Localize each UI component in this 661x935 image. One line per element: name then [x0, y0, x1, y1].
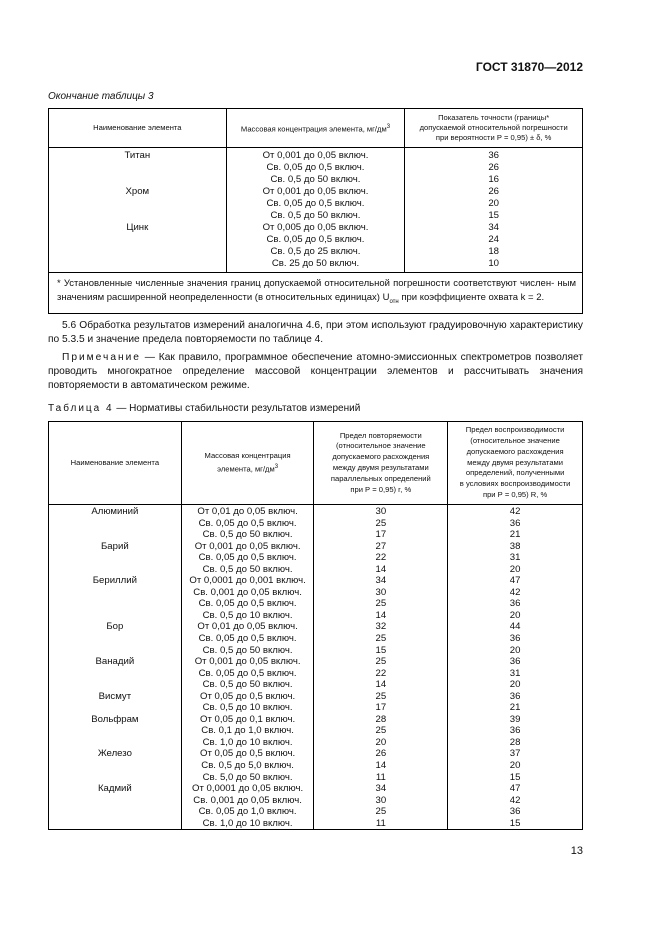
- table3-cell: 26: [488, 186, 499, 198]
- table4-cell: 22: [375, 667, 387, 679]
- table3-header-element: Наименование элемента: [49, 109, 227, 148]
- table4-cell: 36: [509, 633, 521, 645]
- table4-cell: [49, 795, 181, 807]
- table3-cell: Св. 25 до 50 включ.: [271, 258, 360, 270]
- table4-cell: [49, 806, 181, 818]
- table3-element-col: [49, 148, 227, 273]
- table4-cell: 14: [375, 609, 387, 621]
- table4-cell: Св. 0,05 до 0,5 включ.: [198, 598, 297, 610]
- table4-cell: 47: [509, 783, 521, 795]
- table4-cell: Св. 1,0 до 10 включ.: [202, 817, 293, 829]
- table4-cell: 25: [375, 517, 387, 529]
- table4-cell: 42: [509, 794, 521, 806]
- table3-cell: [49, 246, 226, 258]
- table4-cell: 30: [375, 794, 387, 806]
- table3-body: [49, 148, 583, 273]
- table4-cell: 14: [375, 760, 387, 772]
- table4-cell: Св. 0,1 до 1,0 включ.: [201, 725, 294, 737]
- table4-cell: [49, 760, 181, 772]
- table4-cell: 38: [509, 540, 521, 552]
- table3-cell: [49, 234, 226, 246]
- table4-cell: 14: [375, 679, 387, 691]
- table4-cell: 34: [375, 575, 387, 587]
- table4-cell: Бор: [106, 621, 124, 633]
- table4-cell: 39: [509, 713, 521, 725]
- table3-cell: Св. 0,5 до 50 включ.: [270, 210, 361, 222]
- table4-cell: 15: [509, 817, 521, 829]
- table4-header-reproducibility: Предел воспроизводимости (относительное значение допускаемого расхождения между двумя результатами определений, полученными в условиях воспроизводимости при Р = 0,95) R, %: [448, 422, 583, 505]
- table4-cell: Св. 0,5 до 50 включ.: [202, 529, 293, 541]
- table4-cell: 31: [509, 667, 521, 679]
- table4-header-element: Наименование элемента: [49, 422, 182, 505]
- table4-cell: 37: [509, 748, 521, 760]
- table4-cell: 32: [375, 621, 387, 633]
- table4-cell: [49, 668, 181, 680]
- table4-cell: 47: [509, 575, 521, 587]
- table4-cell: Св. 0,5 до 50 включ.: [202, 644, 293, 656]
- table3-cell: 36: [488, 150, 499, 161]
- table3-cell: Титан: [124, 150, 151, 161]
- table4-cell: 20: [509, 644, 521, 656]
- table4-cell: От 0,0001 до 0,05 включ.: [192, 783, 304, 795]
- table3-cell: 24: [488, 234, 499, 246]
- table4: [48, 421, 583, 830]
- table4-cell: 25: [375, 598, 387, 610]
- table4-cell: [49, 679, 181, 691]
- table4-cell: 22: [375, 552, 387, 564]
- table3-cell: Св. 0,5 до 50 включ.: [270, 174, 361, 186]
- note-label: Примечание: [62, 352, 141, 363]
- table3-cell: 16: [488, 174, 499, 186]
- table4-cell: Железо: [97, 748, 132, 760]
- table4-cell: Св. 0,05 до 0,5 включ.: [198, 633, 297, 645]
- table3-range-col: [226, 148, 405, 273]
- table4-cell: 36: [509, 598, 521, 610]
- table4-cell: Св. 0,5 до 5,0 включ.: [201, 760, 294, 772]
- table3-header-accuracy: Показатель точности (границы* допускаемой относительной погрешности при вероятности Р = 0,95) ± δ, %: [405, 109, 583, 148]
- table3: [48, 108, 583, 314]
- table4-header-concentration: Массовая концентрация элемента, $мг/дм^3$: [181, 422, 314, 505]
- table3-cell: 26: [488, 162, 499, 174]
- table4-cell: 17: [375, 529, 387, 541]
- table4-cell: От 0,01 до 0,05 включ.: [197, 621, 298, 633]
- table4-cell: [49, 725, 181, 737]
- table4-cell: [49, 702, 181, 714]
- table4-cell: Ванадий: [95, 656, 135, 668]
- table4-cell: Св. 0,05 до 0,5 включ.: [198, 517, 297, 529]
- table4-cell: 27: [375, 540, 387, 552]
- table4-cell: Барий: [101, 540, 129, 552]
- table4-cell: 36: [509, 656, 521, 668]
- table4-cell: 20: [509, 679, 521, 691]
- table3-header-concentration: Массовая концентрация элемента, $мг/дм^3$: [226, 109, 405, 148]
- table3-footnote: * Установленные численные значения границ допускаемой относительной погрешности соответствуют числен- ным значениям расширенной неопределенности (в относительных единицах) $U_{отн}$ при коэффициенте охвата k = 2.: [49, 273, 583, 314]
- table4-cell: Св. 0,001 до 0,05 включ.: [193, 586, 302, 598]
- table4-cell: Алюминий: [91, 506, 139, 517]
- note-paragraph: Примечание — Как правило, программное обеспечение атомно-эмиссионных спектрометров позволяет проводить многократное определение массовой концентрации элементов и рассчитывать значения повторяемости в автоматическом режиме.: [48, 352, 583, 391]
- table4-cell: Св. 0,5 до 50 включ.: [202, 679, 293, 691]
- table4-cell: От 0,0001 до 0,001 включ.: [189, 575, 306, 587]
- table4-cell: 25: [375, 806, 387, 818]
- table4-header-repeatability: Предел повторяемости (относительное значение допускаемого расхождения между двумя результатами параллельных определений при Р = 0,95) r, %: [314, 422, 448, 505]
- table4-cell: 20: [509, 609, 521, 621]
- table4-cell: От 0,05 до 0,5 включ.: [200, 748, 296, 760]
- table4-cell: Св. 0,05 до 0,5 включ.: [198, 667, 297, 679]
- table4-cell: От 0,001 до 0,05 включ.: [194, 540, 301, 552]
- table4-element-col: [49, 505, 182, 830]
- table4-cell: 28: [375, 713, 387, 725]
- table4-cell: От 0,05 до 0,1 включ.: [200, 713, 296, 725]
- table4-cell: 25: [375, 690, 387, 702]
- table4-cell: [49, 552, 181, 564]
- table4-cell: 11: [375, 817, 386, 829]
- table4-cell: 28: [509, 736, 521, 748]
- table3-value-col: [405, 148, 583, 273]
- table3-cell: Св. 0,05 до 0,5 включ.: [266, 162, 365, 174]
- table4-cell: Бериллий: [92, 575, 137, 587]
- table4-cell: 11: [375, 771, 386, 783]
- table3-header-row: [49, 109, 583, 148]
- table4-cell: [49, 610, 181, 622]
- document-header: ГОСТ 31870—2012: [475, 60, 583, 74]
- table4-cell: 25: [375, 633, 387, 645]
- table4-cell: От 0,001 до 0,05 включ.: [194, 656, 301, 668]
- table4-cell: 30: [375, 586, 387, 598]
- table3-cell: От 0,001 до 0,05 включ.: [262, 186, 369, 198]
- table3-cell: 18: [488, 246, 499, 258]
- table4-cell: 21: [509, 702, 521, 714]
- table4-cell: 36: [509, 725, 521, 737]
- table3-caption: Окончание таблицы 3: [48, 91, 154, 102]
- table4-cell: 30: [375, 506, 387, 517]
- table3-cell: 20: [488, 198, 499, 210]
- table3-footnote-row: [49, 273, 583, 314]
- table3-cell: От 0,001 до 0,05 включ.: [262, 150, 369, 161]
- table4-cell: Вольфрам: [91, 713, 139, 725]
- table3-cell: [49, 210, 226, 222]
- table4-cell: 15: [509, 771, 521, 783]
- table4-cell: 25: [375, 656, 387, 668]
- table4-cell: Висмут: [98, 690, 132, 702]
- table4-cell: 20: [375, 736, 387, 748]
- table4-cell: 20: [509, 563, 521, 575]
- table4-cell: От 0,05 до 0,5 включ.: [200, 690, 296, 702]
- table4-cell: 31: [509, 552, 521, 564]
- table4-header-row: [49, 422, 583, 505]
- table4-cell: [49, 598, 181, 610]
- table4-cell: [49, 564, 181, 576]
- table3-cell: Св. 0,05 до 0,5 включ.: [266, 198, 365, 210]
- table3-cell: [49, 258, 226, 270]
- table3-cell: 15: [488, 210, 499, 222]
- table3-cell: От 0,005 до 0,05 включ.: [262, 222, 369, 234]
- table3-cell: Св. 0,05 до 0,5 включ.: [266, 234, 365, 246]
- table4-cell: Св. 0,5 до 10 включ.: [202, 702, 293, 714]
- table3-cell: [49, 174, 226, 186]
- table3-cell: [49, 198, 226, 210]
- table4-cell: 20: [509, 760, 521, 772]
- table4-cell: Св. 1,0 до 10 включ.: [202, 736, 293, 748]
- table4-cell: 21: [509, 529, 521, 541]
- table4-cell: [49, 818, 181, 830]
- table3-cell: [49, 162, 226, 174]
- table4-cell: 42: [509, 506, 521, 517]
- table4-cell: [49, 529, 181, 541]
- table4-cell: Св. 0,05 до 0,5 включ.: [198, 552, 297, 564]
- table4-cell: Св. 0,001 до 0,05 включ.: [193, 794, 302, 806]
- table4-cell: Св. 0,05 до 1,0 включ.: [198, 806, 297, 818]
- page-number: 13: [570, 845, 583, 857]
- table4-cell: 44: [509, 621, 521, 633]
- table4-cell: [49, 737, 181, 749]
- table4-cell: От 0,01 до 0,05 включ.: [197, 506, 298, 517]
- table4-cell: 36: [509, 806, 521, 818]
- table3-cell: Хром: [125, 186, 150, 198]
- table4-cell: 14: [375, 563, 387, 575]
- table4-cell: [49, 645, 181, 657]
- table3-cell: 34: [488, 222, 499, 234]
- table4-cell: [49, 518, 181, 530]
- table4-cell: 17: [375, 702, 387, 714]
- table4-cell: 36: [509, 690, 521, 702]
- table4-cell: 36: [509, 517, 521, 529]
- table4-cell: 34: [375, 783, 387, 795]
- table4-cell: Св. 0,5 до 50 включ.: [202, 563, 293, 575]
- table4-range-col: [181, 505, 314, 830]
- table3-cell: 10: [488, 258, 499, 270]
- table4-cell: [49, 772, 181, 784]
- table4-cell: [49, 633, 181, 645]
- table4-cell: 42: [509, 586, 521, 598]
- table4-cell: Св. 5,0 до 50 включ.: [202, 771, 293, 783]
- table4-caption: Таблица 4 — Нормативы стабильности результатов измерений: [48, 403, 361, 414]
- table4-cell: [49, 587, 181, 599]
- table3-cell: Св. 0,5 до 25 включ.: [270, 246, 361, 258]
- table4-repeatability-col: [314, 505, 448, 830]
- table4-cell: Св. 0,5 до 10 включ.: [202, 609, 293, 621]
- table4-reproducibility-col: [448, 505, 583, 830]
- table3-cell: Цинк: [126, 222, 149, 234]
- table4-cell: Кадмий: [97, 783, 132, 795]
- paragraph-5-6: 5.6 Обработка результатов измерений аналогична 4.6, при этом используют градуировочную характеристику по 5.3.5 и значение предела повторяемости по таблице 4.: [48, 320, 583, 345]
- table4-cell: 26: [375, 748, 387, 760]
- table4-body: [49, 505, 583, 830]
- table4-cell: 15: [375, 644, 387, 656]
- table4-cell: 25: [375, 725, 387, 737]
